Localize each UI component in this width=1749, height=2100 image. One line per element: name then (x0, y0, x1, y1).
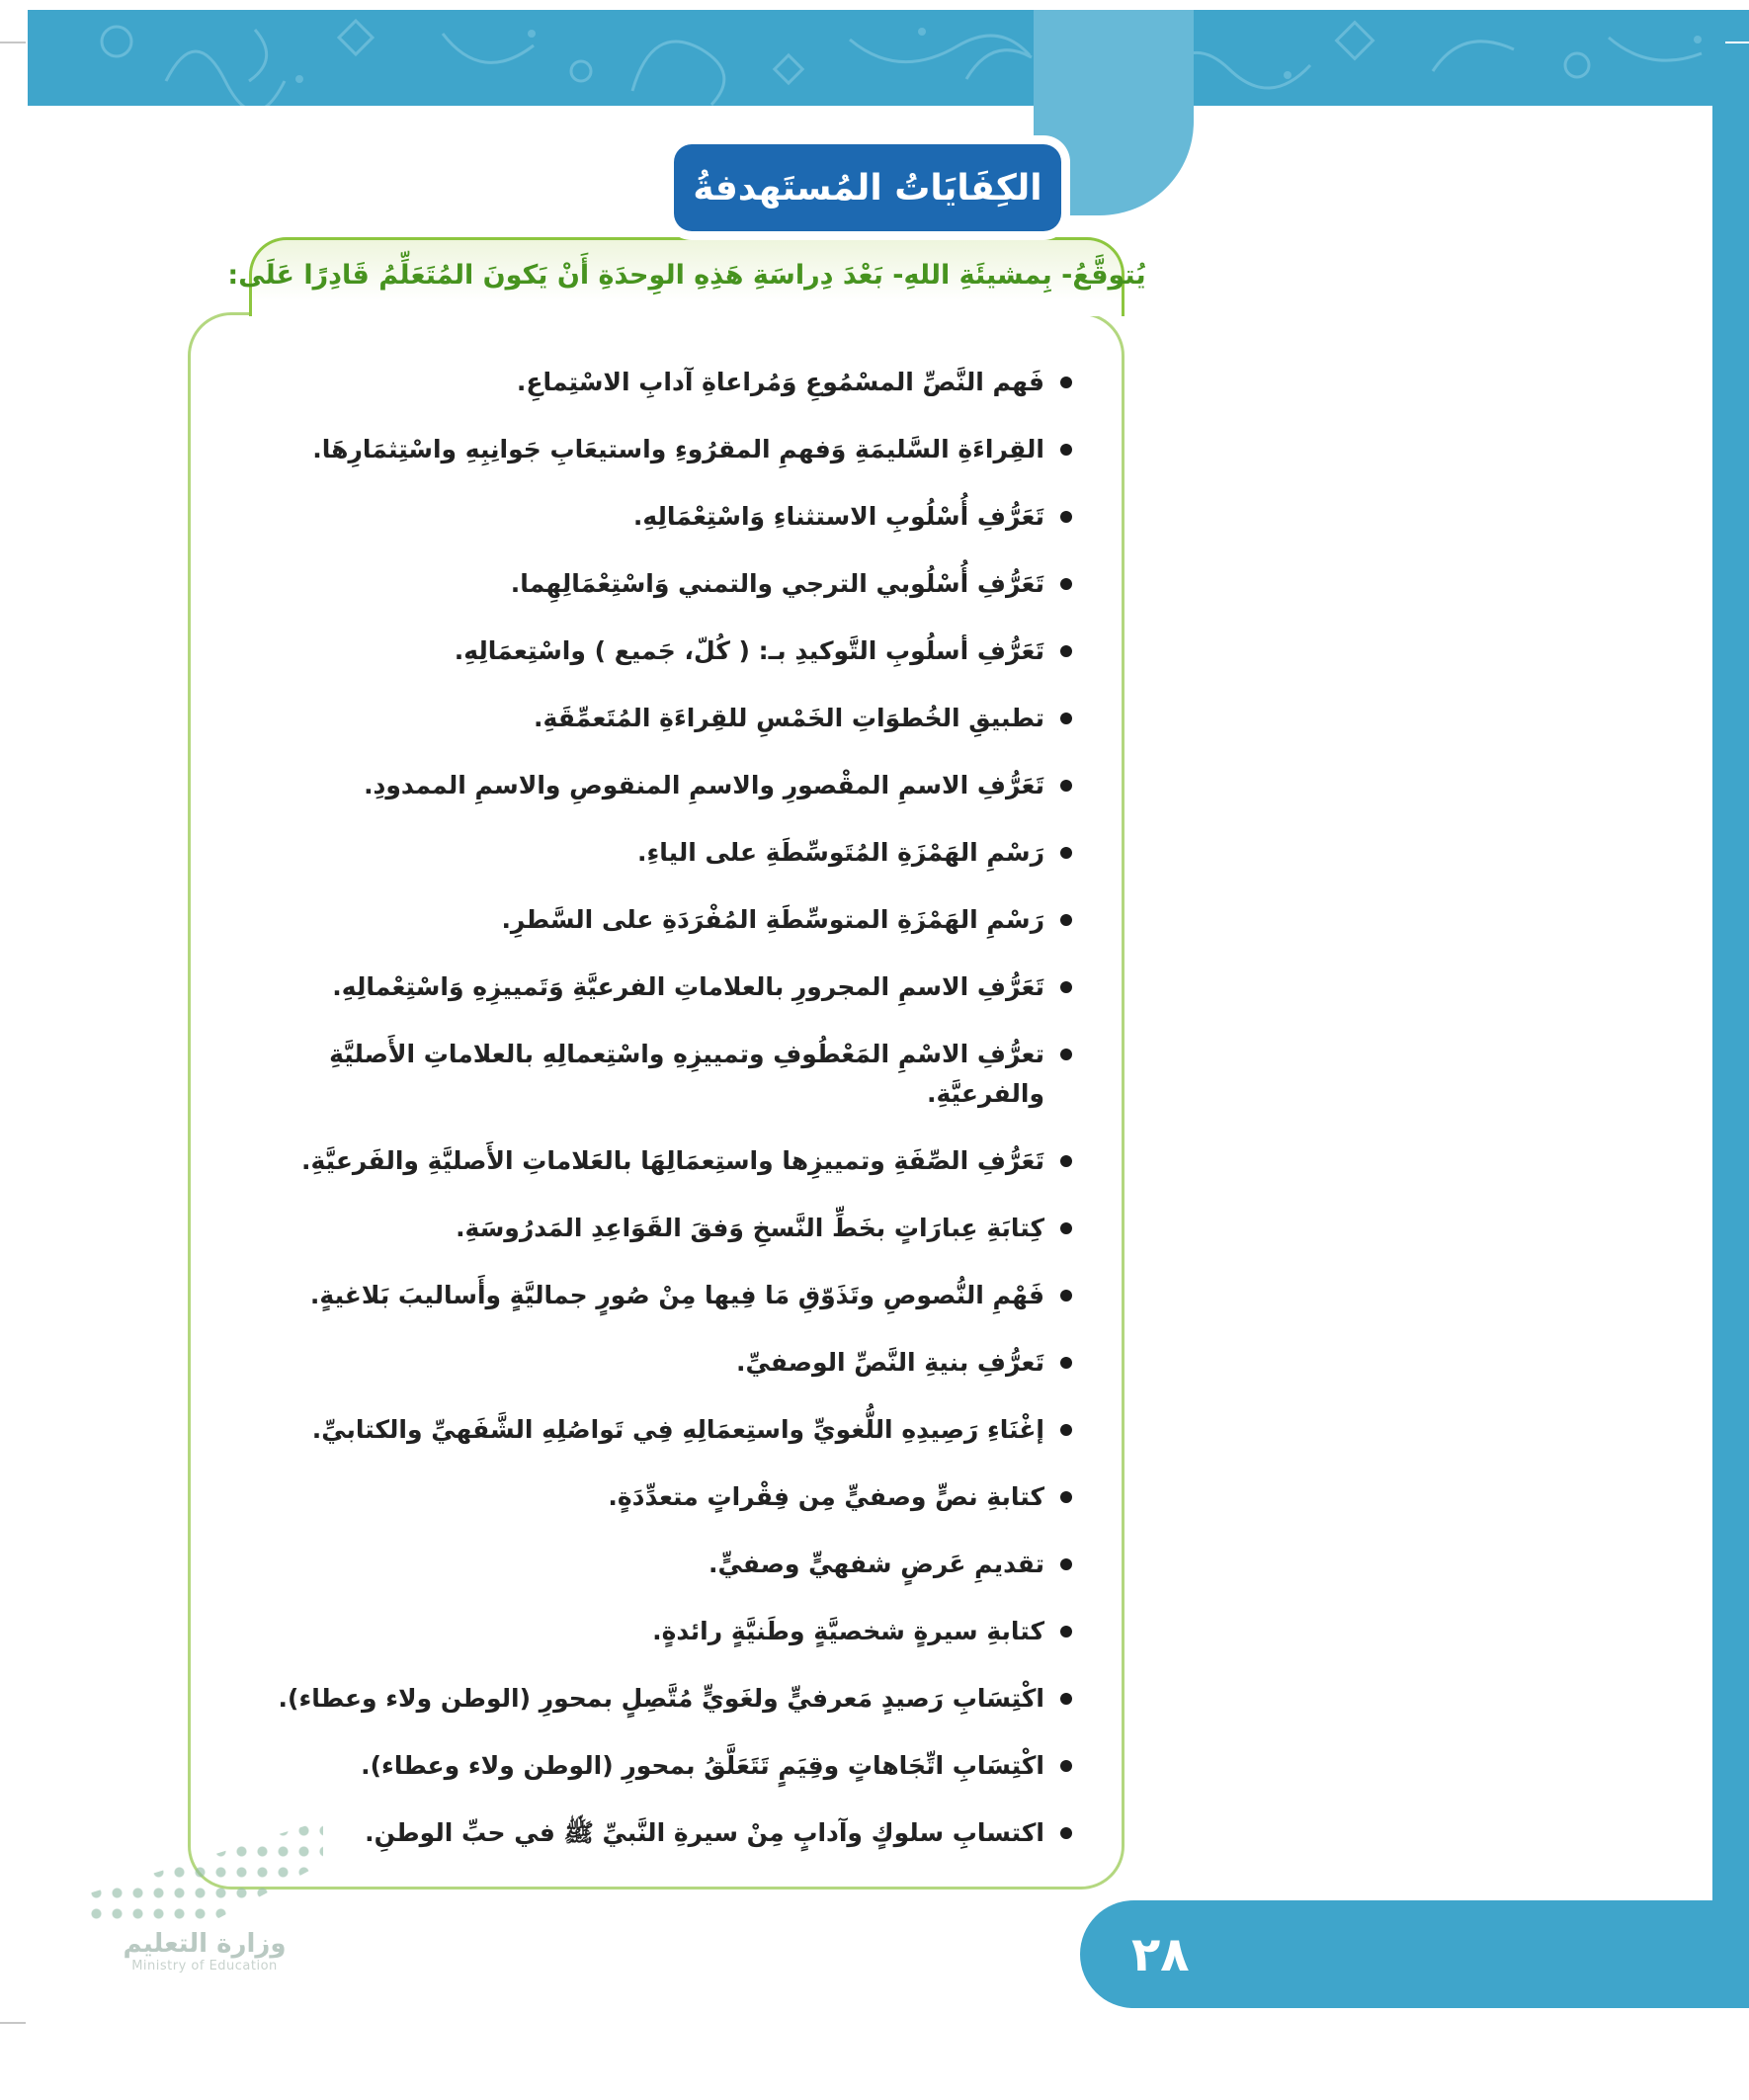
bullet-icon (1060, 1693, 1072, 1705)
list-item (216, 833, 1072, 873)
intro-text: يُتوقَّعُ- بِمشيئَةِ اللهِ- بَعْدَ دِراسَةِ هَذِهِ الوِحدَةِ أَنْ يَكونَ المُتَعَلِّمُ قَادِرًا عَلَى: (227, 260, 1146, 291)
bullet-icon (1060, 1827, 1072, 1839)
competency-list (216, 363, 1072, 1853)
list-item (216, 564, 1072, 604)
competency-text: تَعَرُّفِ الاسمِ المجرورِ بالعلاماتِ الفرعيَّةِ وَتَمييزِهِ وَاسْتِعْمالِهِ. (332, 972, 1044, 1001)
bullet-icon (1060, 1424, 1072, 1436)
competency-text: تَعَرُّفِ أُسْلُوبِ الاستثناءِ وَاسْتِعْمَالِهِ. (632, 502, 1044, 531)
list-item (216, 631, 1072, 671)
list-item (216, 1545, 1072, 1584)
bullet-icon (1060, 713, 1072, 724)
list-item (216, 766, 1072, 805)
calligraphy-pattern-decoration (28, 10, 1749, 106)
bullet-icon (1060, 1290, 1072, 1302)
list-item (216, 430, 1072, 469)
list-item (216, 1746, 1072, 1786)
competency-text: كِتابَةِ عِبارَاتٍ بخَطِّ النَّسخِ وَفقَ القَوَاعِدِ المَدرُوسَةِ. (456, 1214, 1044, 1242)
bullet-icon (1060, 511, 1072, 523)
bullet-icon (1060, 847, 1072, 859)
list-item (216, 1141, 1072, 1181)
ministry-logo (81, 1820, 328, 1974)
list-item (216, 1276, 1072, 1315)
bullet-icon (1060, 444, 1072, 456)
bullet-icon (1060, 981, 1072, 993)
list-item (216, 1343, 1072, 1383)
bullet-icon (1060, 1491, 1072, 1503)
ministry-name-english: Ministry of Education (131, 1959, 278, 1974)
crop-mark (0, 2022, 26, 2024)
page-title (674, 144, 1061, 231)
competency-text: فَهم النَّصِّ المسْمُوعِ وَمُراعاةِ آدابِ الاسْتِماعِ. (516, 368, 1044, 396)
list-item (216, 497, 1072, 537)
list-item (216, 1679, 1072, 1719)
competency-text: فَهْمِ النُّصوصِ وتَذَوّقِ مَا فِيها مِنْ صُورٍ جماليَّةٍ وأَساليبَ بَلاغيةٍ. (309, 1281, 1044, 1309)
competency-text: تَعرُّفِ بنيةِ النَّصِّ الوصفيِّ. (736, 1348, 1044, 1377)
page-title-text: الكِفَايَاتُ المُستَهدفةُ (693, 167, 1042, 209)
bullet-icon (1060, 1760, 1072, 1772)
bullet-icon (1060, 578, 1072, 590)
list-item (216, 699, 1072, 738)
list-item (216, 1209, 1072, 1248)
bullet-icon (1060, 1626, 1072, 1638)
competency-text: تَعَرُّفِ أُسْلُوبي الترجي والتمني وَاسْتِعْمَالِهِما. (510, 569, 1044, 598)
competency-text: تقديمِ عَرضٍ شفهيٍّ وصفيٍّ. (708, 1550, 1044, 1578)
competency-text: تطبيقِ الخُطوَاتِ الخَمْسِ للقِراءَةِ المُتَعمِّقَةِ. (534, 704, 1044, 732)
crop-mark (0, 42, 26, 43)
bullet-icon (1060, 1357, 1072, 1369)
list-item (216, 363, 1072, 402)
competency-text: اكْتِسَابِ رَصيدٍ مَعرفيٍّ ولغَويٍّ مُتَّصِلٍ بمحورِ (الوطن ولاء وعطاء). (278, 1684, 1044, 1713)
list-item (216, 900, 1072, 940)
page-number: ٢٨ (1131, 1926, 1190, 1982)
competency-text: تَعَرُّفِ الصِّفَةِ وتمييزِها واستِعمَالِهَا بالعَلاماتِ الأَصليَّةِ والفَرعيَّةِ. (300, 1146, 1044, 1175)
bullet-icon (1060, 1558, 1072, 1570)
list-item (216, 1477, 1072, 1517)
competency-text: رَسْمِ الهَمْزَةِ المتوسِّطَةِ المُفْرَدَةِ على السَّطرِ. (501, 905, 1044, 934)
list-item (216, 967, 1072, 1007)
competency-text: تعرُّفِ الاسْمِ المَعْطُوفِ وتمييزِهِ واسْتِعمالِهِ بالعلاماتِ الأَصليَّةِ والفرعيَّةِ. (329, 1040, 1044, 1108)
bullet-icon (1060, 377, 1072, 388)
bullet-icon (1060, 914, 1072, 926)
competencies-box (188, 312, 1124, 1890)
competency-text: اكتسابِ سلوكٍ وآدابٍ مِنْ سيرةِ النَّبيِّ ﷺ في حبِّ الوطنِ. (365, 1818, 1044, 1847)
header-band (28, 10, 1749, 106)
bullet-icon (1060, 1049, 1072, 1060)
competency-text: تَعَرُّفِ الاسمِ المقْصورِ والاسمِ المنقوصِ والاسمِ الممدودِ. (364, 771, 1044, 799)
intro-strip (227, 237, 1146, 316)
competency-text: رَسْمِ الهَمْزَةِ المُتَوسِّطَةِ على الياءِ. (636, 838, 1044, 867)
competency-text: القِراءَةِ السَّليمَةِ وَفهمِ المقرُوءِ واستيعَابِ جَوانِبِهِ واسْتِثمَارِهَا. (312, 435, 1044, 463)
list-item (216, 1612, 1072, 1651)
right-edge-strip (1712, 106, 1749, 2008)
ministry-name-arabic: وزارة التعليم (123, 1929, 287, 1959)
competency-text: تَعَرُّفِ أسلُوبِ التَّوكيدِ بـ: ( كُلّ، جَميع ) واسْتِعمَالِهِ. (454, 636, 1044, 665)
competency-text: اكْتِسَابِ اتِّجَاهاتٍ وقِيَمٍ تَتَعَلَّقُ بمحورِ (الوطن ولاء وعطاء). (361, 1751, 1044, 1780)
competency-text: كتابةِ سيرةٍ شخصيَّةٍ وطَنيَّةٍ رائدةٍ. (652, 1617, 1044, 1645)
crop-mark (1725, 42, 1749, 43)
competency-text: كتابةِ نصٍّ وصفيٍّ مِن فِقْراتٍ متعدِّدَةٍ. (608, 1482, 1044, 1511)
bullet-icon (1060, 645, 1072, 657)
bullet-icon (1060, 1222, 1072, 1234)
bullet-icon (1060, 780, 1072, 792)
list-item (216, 1813, 1072, 1853)
ministry-dots-emblem (86, 1820, 323, 1923)
list-item (216, 1035, 1072, 1114)
competency-text: إغْنَاءِ رَصِيدِهِ اللُّغويِّ واستِعمَالِهِ فِي تَواصُلِهِ الشَّفَهيِّ والكتابيِّ. (311, 1415, 1044, 1444)
page-number-tab (1080, 1900, 1749, 2008)
list-item (216, 1410, 1072, 1450)
bullet-icon (1060, 1155, 1072, 1167)
